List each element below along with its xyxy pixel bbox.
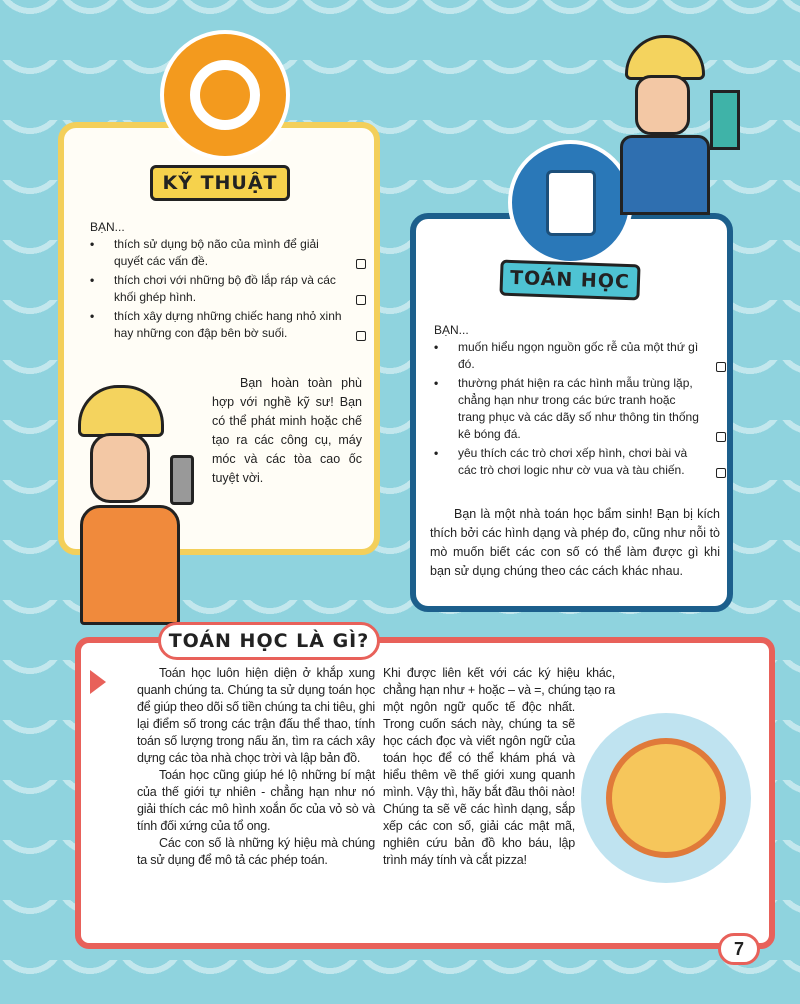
engineer-man-illustration bbox=[580, 30, 750, 215]
engineering-intro: BẠN... bbox=[90, 220, 125, 234]
what-right-text: Khi được liên kết với các ký hiệu khác, chẳng hạn như + hoặc – và =, chúng tạo ra một ngôn ngữ quốc tế độc nhất. Trong cuốn sách này, chúng ta sẽ học cách đọc và viết ngôn ngữ của toán học để có thể khám phá và hiểu thêm về thế giới xung quanh mình. Vậy thì, hãy bắt đầu thôi nào! Chúng ta sẽ vẽ các hình dạng, sắp xếp các con số, giải các mật mã, nghiên cứu bản đồ kho báu, lập trình máy tính và cắt pizza! bbox=[383, 666, 615, 867]
list-item: • thích chơi với những bộ đồ lắp ráp và các khối ghép hình. bbox=[86, 272, 366, 306]
paragraph: Toán học luôn hiện diện ở khắp xung quanh chúng ta. Chúng ta sử dụng toán học để giúp theo dõi số tiền chúng ta chi tiêu, ghi lại điểm số trong các trận đấu thể thao, tính toán số lượng trong nấu ăn, tìm ra cách xây dựng các tòa nhà chọc trời và lập bản đồ. bbox=[137, 666, 376, 765]
what-is-math-box bbox=[75, 637, 775, 949]
checkbox-icon bbox=[356, 331, 366, 341]
pizza-illustration bbox=[581, 713, 751, 883]
engineering-list bbox=[86, 236, 366, 344]
list-item: • thích sử dụng bộ não của mình để giải quyết các vấn đề. bbox=[86, 236, 366, 270]
engineering-conclusion: Bạn hoàn toàn phù hợp với nghề kỹ sư! Bạn có thể phát minh hoặc chế tạo ra các công cụ, máy móc và các tòa cao ốc tuyệt vời. bbox=[212, 376, 362, 485]
arrow-icon bbox=[90, 670, 106, 694]
math-conclusion: Bạn là một nhà toán học bẩm sinh! Bạn bị kích thích bởi các hình dạng và phép đo, cũng như nỗi tò mò muốn biết các con số có thể làm được gì khi bạn sử dụng chúng theo các cách khác nhau. bbox=[430, 507, 720, 578]
engineer-girl-illustration bbox=[70, 385, 210, 635]
checkbox-icon bbox=[716, 362, 726, 372]
what-is-math-title: TOÁN HỌC LÀ GÌ? bbox=[158, 622, 380, 660]
engineering-title: KỸ THUẬT bbox=[150, 165, 290, 201]
checkbox-icon bbox=[356, 295, 366, 305]
page-number: 7 bbox=[718, 933, 760, 965]
list-item: • muốn hiểu ngọn nguồn gốc rễ của một thứ gì đó. bbox=[430, 339, 726, 373]
list-item: • yêu thích các trò chơi xếp hình, chơi bài và các trò chơi logic như cờ vua và tàu chiến. bbox=[430, 445, 726, 479]
checkbox-icon bbox=[716, 432, 726, 442]
paragraph: Toán học cũng giúp hé lộ những bí mật của thế giới tự nhiên - chẳng hạn như nó giải thích các mô hình xoắn ốc của vỏ sò và tính đối xứng của tổ ong. bbox=[137, 768, 375, 833]
math-intro: BẠN... bbox=[434, 323, 469, 337]
gear-icon bbox=[160, 30, 290, 160]
math-list bbox=[430, 339, 726, 481]
list-item: • thường phát hiện ra các hình mẫu trùng lặp, chẳng hạn như trong các bức tranh hoặc trang phục và các dãy số như thông tin thống kê bóng đá. bbox=[430, 375, 726, 443]
list-item: • thích xây dựng những chiếc hang nhỏ xinh hay những con đập bên bờ suối. bbox=[86, 308, 366, 342]
math-title: TOÁN HỌC bbox=[499, 260, 640, 301]
checkbox-icon bbox=[356, 259, 366, 269]
paragraph: Các con số là những ký hiệu mà chúng ta sử dụng để mô tả các phép toán. bbox=[137, 836, 375, 867]
checkbox-icon bbox=[716, 468, 726, 478]
what-left-column bbox=[137, 665, 375, 869]
